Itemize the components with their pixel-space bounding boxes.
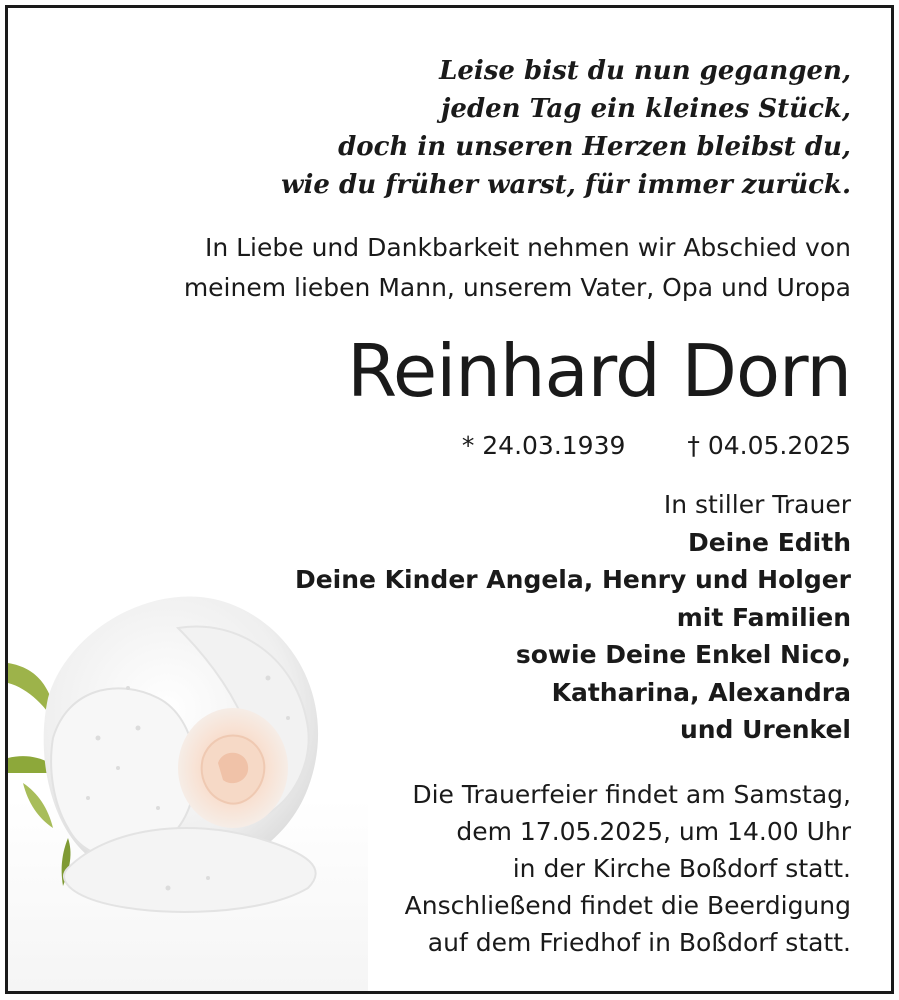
poem-line: jeden Tag ein kleines Stück, — [441, 94, 851, 124]
poem-line: doch in unseren Herzen bleibst du, — [338, 132, 851, 162]
mourner-line: mit Familien — [676, 602, 851, 632]
mourner-line: Katharina, Alexandra — [551, 677, 851, 707]
farewell-intro — [184, 228, 851, 308]
mourner-line: Deine Edith — [687, 527, 851, 557]
deceased-name: Reinhard Dorn — [347, 329, 851, 413]
mourner-line: und Urenkel — [679, 715, 851, 744]
ceremony-line: auf dem Friedhof in Boßdorf statt. — [427, 928, 851, 957]
obituary-frame — [5, 5, 894, 994]
intro-line: In Liebe und Dankbarkeit nehmen wir Abschied von — [204, 233, 851, 262]
ceremony-line: dem 17.05.2025, um 14.00 Uhr — [456, 817, 851, 846]
funeral-details — [405, 776, 851, 961]
birth-date: * 24.03.1939 — [461, 431, 626, 460]
ceremony-line: Die Trauerfeier findet am Samstag, — [412, 780, 851, 809]
intro-line: meinem lieben Mann, unserem Vater, Opa und Uropa — [183, 273, 851, 302]
mourner-line: Deine Kinder Angela, Henry und Holger — [294, 565, 851, 594]
life-dates — [462, 426, 851, 466]
death-date: † 04.05.2025 — [687, 431, 851, 460]
poem-line: wie du früher warst, für immer zurück. — [281, 170, 851, 200]
ceremony-line: in der Kirche Boßdorf statt. — [512, 854, 851, 883]
poem — [281, 52, 851, 204]
mourner-line: sowie Deine Enkel Nico, — [515, 640, 851, 669]
mourners — [295, 486, 851, 749]
ceremony-line: Anschließend findet die Beerdigung — [404, 891, 851, 920]
poem-line: Leise bist du nun gegangen, — [439, 56, 851, 86]
mourning-heading: In stiller Trauer — [663, 490, 851, 519]
